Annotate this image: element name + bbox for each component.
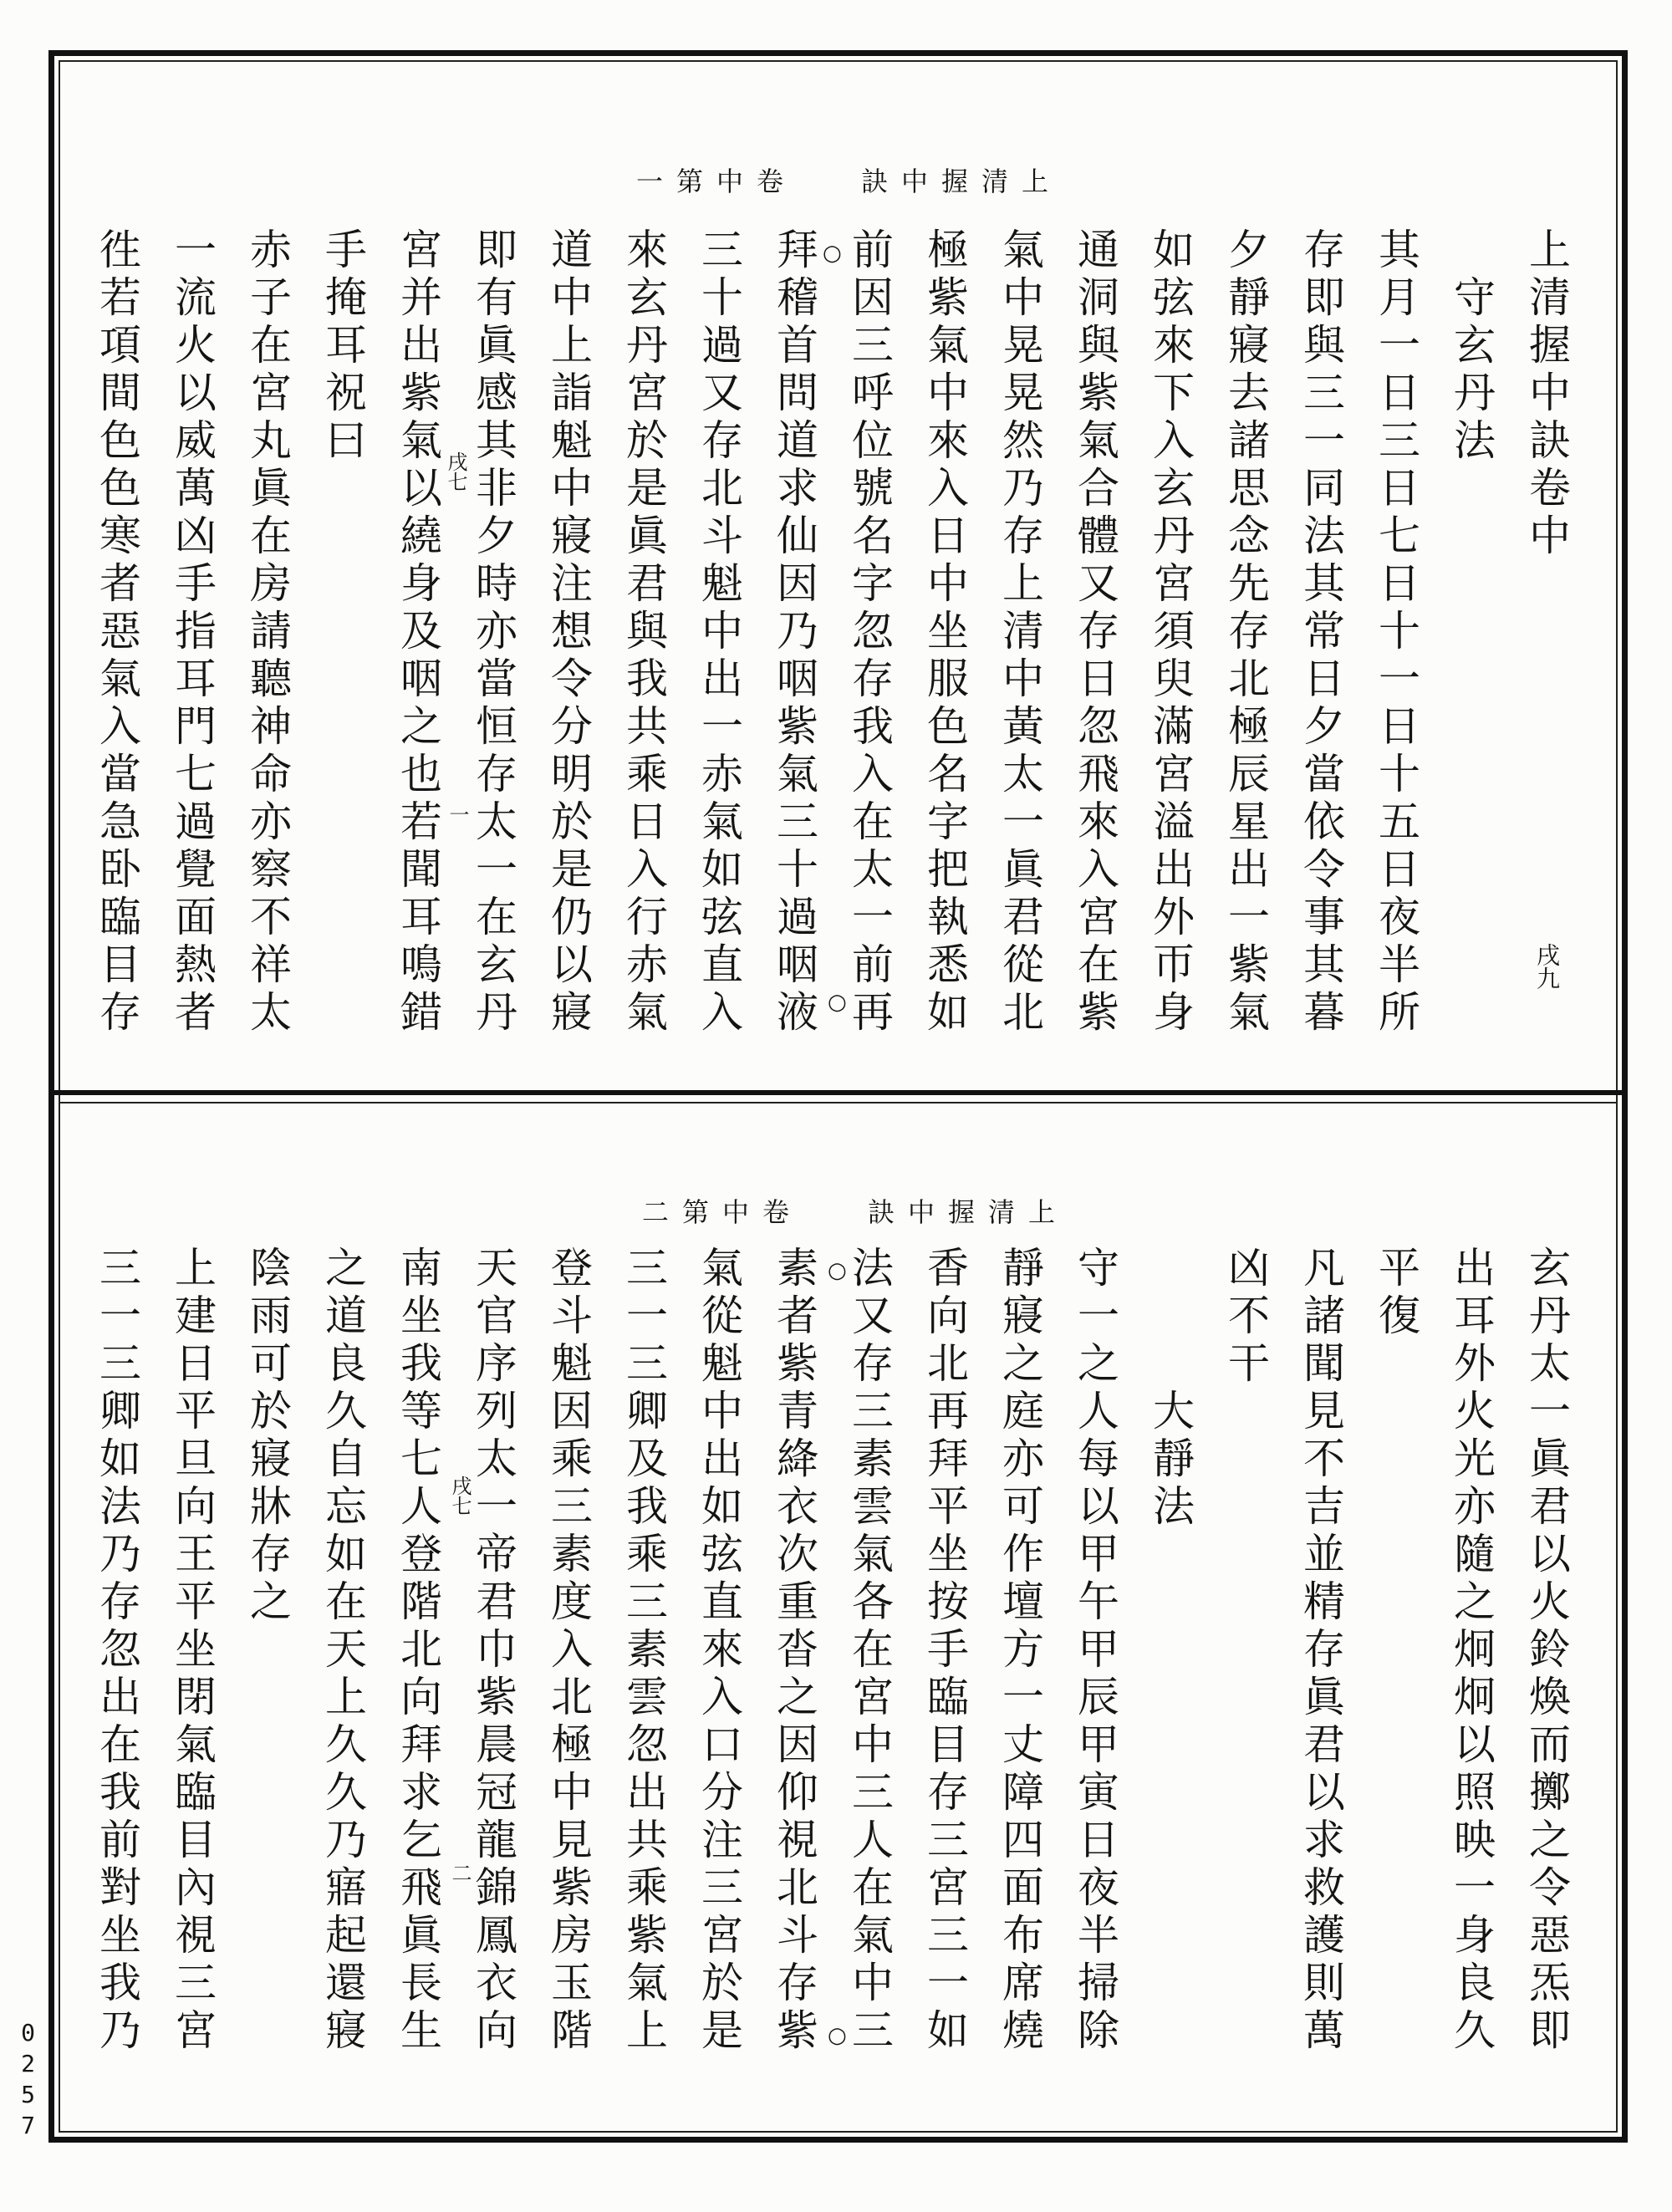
scan-page-number: 0257	[14, 2019, 42, 2143]
upper-margin-number: 一	[446, 804, 469, 824]
text-column: 其月一日三日七日十一日十五日夜半所	[1372, 227, 1420, 1037]
text-column: 三一三卿及我乘三素雲忽出共乘紫氣上	[619, 1246, 668, 2056]
text-column: 氣從魁中出如弦直來入口分注三宮於是	[695, 1246, 743, 2056]
text-column: 上建日平旦向王平坐閉氣臨目內視三宮	[168, 1246, 217, 2056]
text-column: 素者紫青絳衣次重沓之因仰視北斗存紫	[770, 1246, 818, 2056]
section-heading: 大靜法	[1146, 1389, 1195, 1532]
text-column: 之道良久自忘如在天上久久乃寤起還寢	[319, 1246, 367, 2056]
lower-header-section	[642, 1195, 803, 1229]
lower-margin-code: 戌七	[448, 1476, 472, 1516]
text-column: 氣中晃晃然乃存上清中黃太一眞君從北	[996, 227, 1044, 1037]
text-column: 平復	[1372, 1246, 1420, 1341]
text-column: 存即與三一同法其常日夕當依令事其暮	[1297, 227, 1345, 1037]
text-column: 法又存三素雲氣各在宮中三人在氣中三	[845, 1246, 894, 2056]
text-column: 拜稽首問道求仙因乃咽紫氣三十過咽液	[770, 227, 818, 1037]
text-column: 登斗魁因乘三素度入北極中見紫房玉階	[544, 1246, 593, 2056]
lower-header-title: 上清握中訣	[867, 1196, 1068, 1228]
upper-header-volume: 卷中	[716, 166, 797, 197]
text-column: 三一三卿如法乃存忽出在我前對坐我乃	[93, 1246, 141, 2056]
upper-header-leaf: 第一	[635, 166, 716, 197]
text-column: 如弦來下入玄丹宮須臾滿宮溢出外帀身	[1146, 227, 1195, 1037]
book-title-column: 上清握中訣卷中	[1522, 227, 1571, 561]
upper-header-title: 上清握中訣	[860, 166, 1062, 197]
text-column: 三十過又存北斗魁中出一赤氣如弦直入	[695, 227, 743, 1037]
text-column: 徃若項間色色寒者惡氣入當急卧臨目存	[93, 227, 141, 1037]
text-column: 來玄丹宮於是眞君與我共乘日入行赤氣	[619, 227, 668, 1037]
upper-header-section	[636, 165, 797, 198]
text-column: 即有眞感其非夕時亦當恒存太一在玄丹	[469, 227, 517, 1037]
text-column: 香向北再拜平坐按手臨目存三宮三一如	[920, 1246, 969, 2056]
lower-circle-mark: ○	[828, 2023, 847, 2048]
lower-circle-mark: ○	[828, 1258, 847, 1283]
text-column: 守一之人每以甲午甲辰甲寅日夜半掃除	[1071, 1246, 1119, 2056]
half-page-divider-thin	[59, 1102, 1618, 1103]
upper-page-code: 戌九	[1533, 943, 1561, 990]
lower-margin-number: 二	[448, 1863, 472, 1883]
lower-header-leaf: 第二	[641, 1196, 722, 1228]
text-column: 陰雨可於寢牀存之	[243, 1246, 292, 1627]
text-column: 天官序列太一帝君巾紫晨冠龍錦鳳衣向	[469, 1246, 517, 2056]
text-column: 凡諸聞見不吉並精存眞君以求救護則萬	[1297, 1246, 1345, 2056]
text-column: 道中上詣魁中寢注想令分明於是仍以寢	[544, 227, 593, 1037]
half-page-divider	[48, 1090, 1628, 1095]
text-column: 玄丹太一眞君以火鈴煥而擲之令惡炁即	[1522, 1246, 1571, 2056]
text-column: 出耳外火光亦隨之炯炯以照映一身良久	[1447, 1246, 1496, 2056]
lower-header-volume: 卷中	[721, 1196, 803, 1228]
text-column: 通洞與紫氣合體又存日忽飛來入宮在紫	[1071, 227, 1119, 1037]
text-column: 前因三呼位號名字忽存我入在太一前再	[845, 227, 894, 1037]
text-column: 南坐我等七人登階北向拜求乞飛眞長生	[394, 1246, 442, 2056]
text-column: 極紫氣中來入日中坐服色名字把執悉如	[920, 227, 969, 1037]
text-column: 凶不干	[1221, 1246, 1270, 1389]
text-column: 宮并出紫氣以繞身及咽之也若聞耳鳴錯	[394, 227, 442, 1037]
text-column: 一流火以威萬凶手指耳門七過覺面熱者	[168, 227, 217, 1037]
section-heading: 守玄丹法	[1447, 275, 1496, 466]
text-column: 赤子在宮丸眞在房請聽神命亦察不祥太	[243, 227, 292, 1037]
upper-circle-mark: ○	[823, 241, 842, 266]
text-column: 夕靜寢去諸思念先存北極辰星出一紫氣	[1221, 227, 1270, 1037]
upper-circle-mark: ○	[828, 990, 847, 1015]
upper-margin-code: 戌七	[444, 451, 467, 492]
text-column: 靜寢之庭亦可作壇方一丈障四面布席燒	[996, 1246, 1044, 2056]
text-column: 手掩耳祝曰	[319, 227, 367, 466]
